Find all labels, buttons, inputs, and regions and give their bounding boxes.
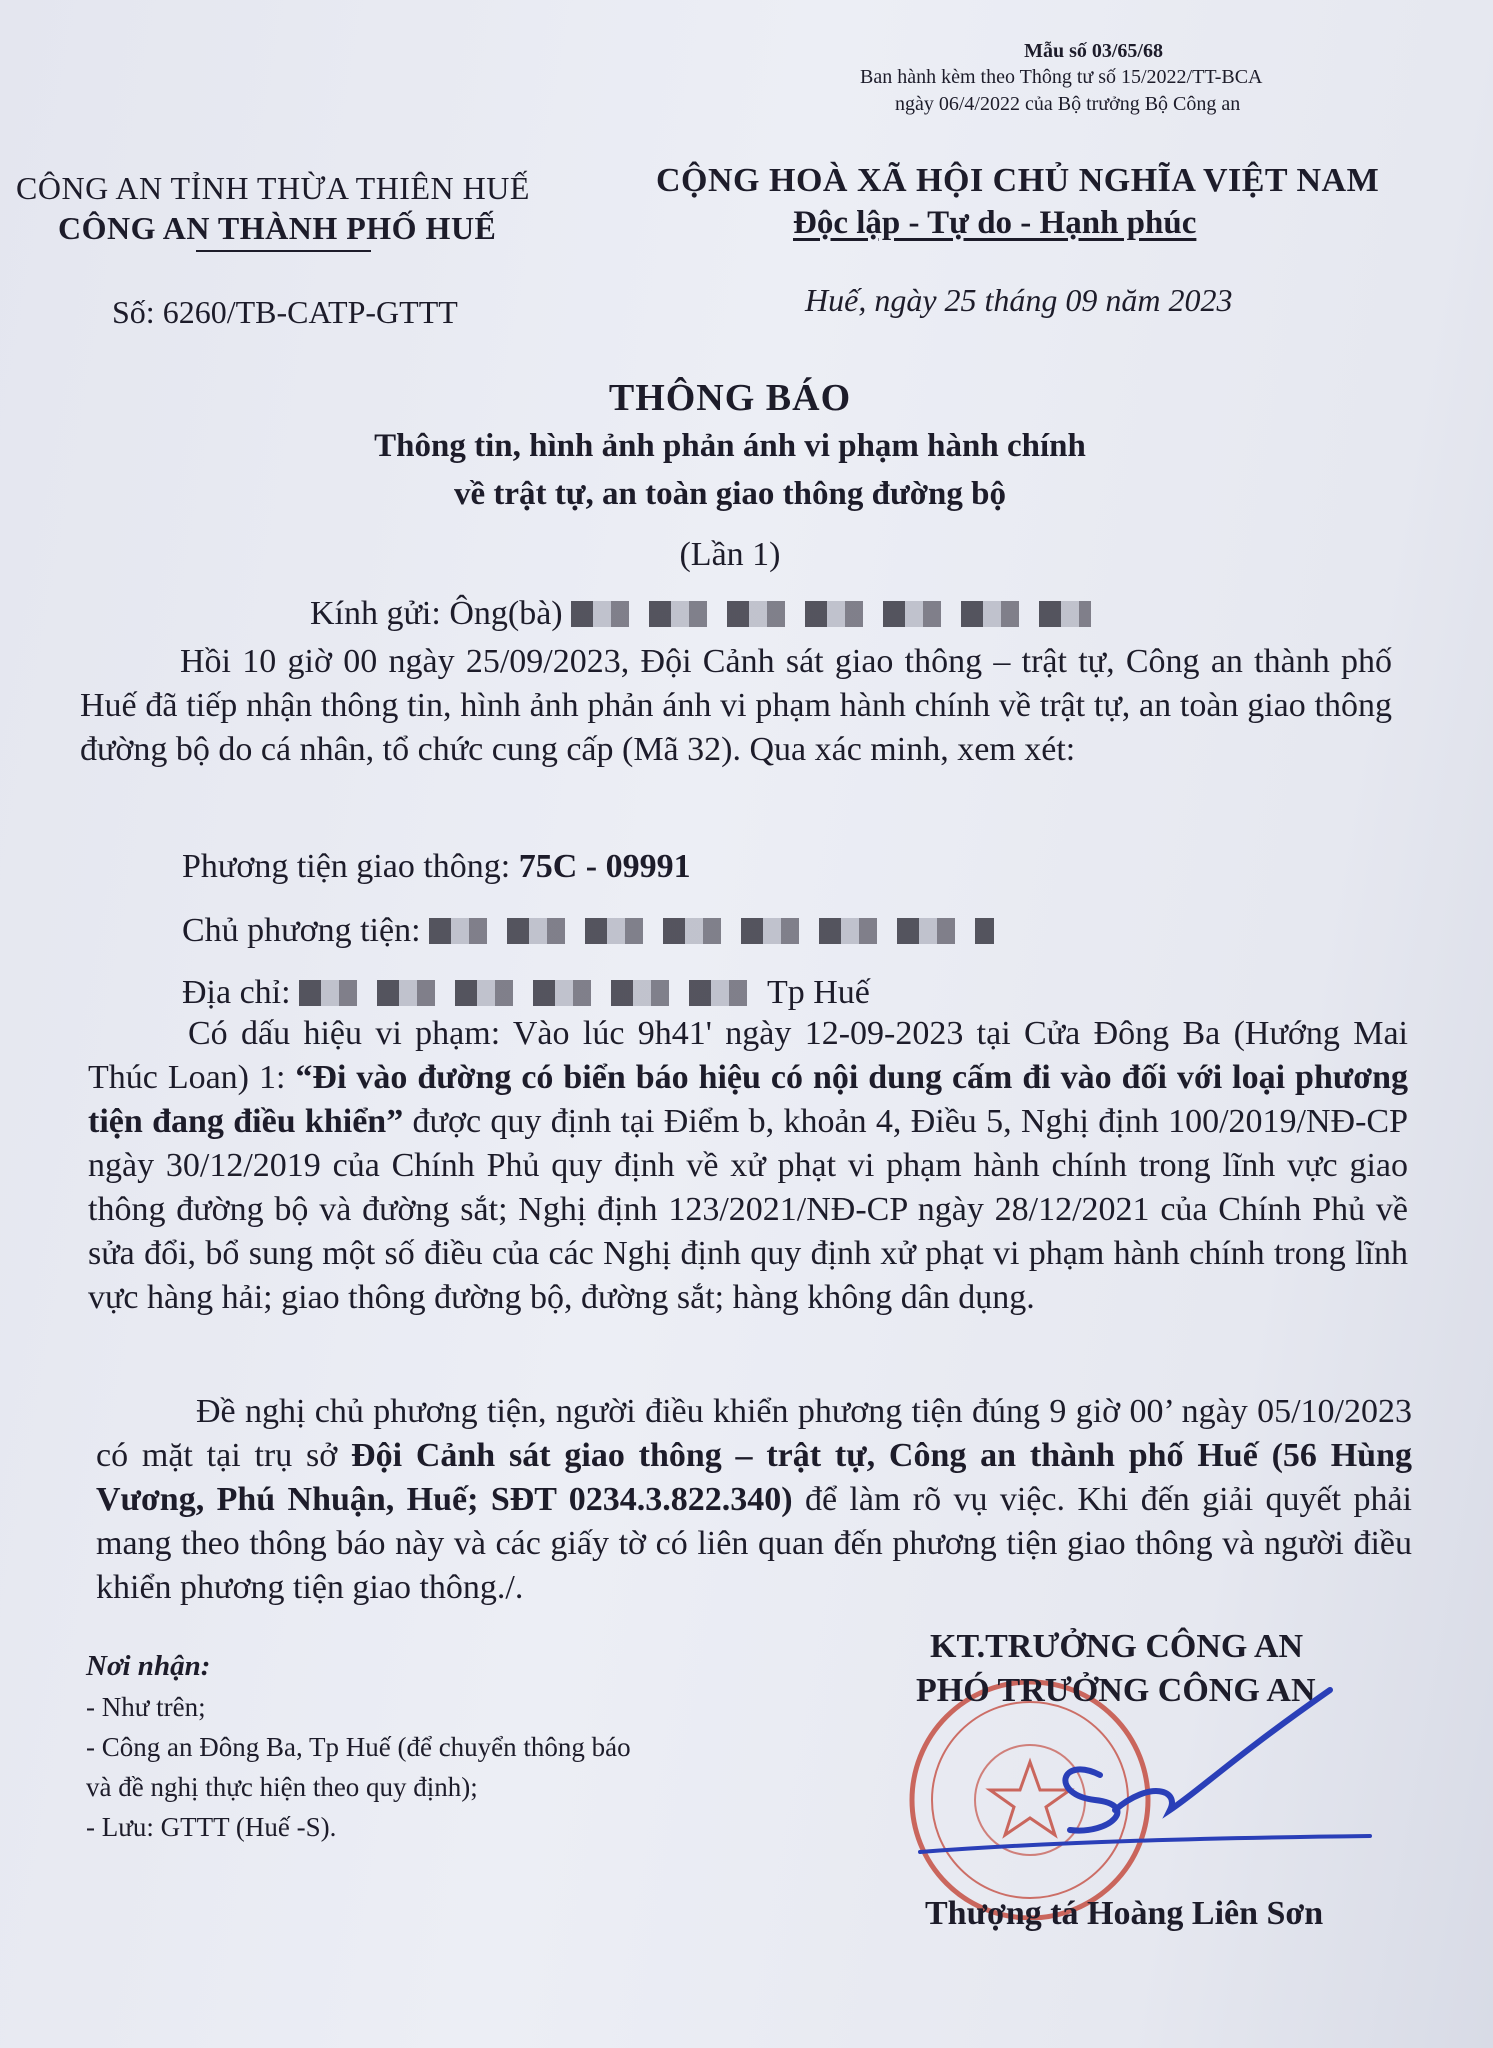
request-paragraph — [96, 1390, 1412, 1610]
org-name — [58, 210, 496, 247]
owner-label: Chủ phương tiện: — [182, 912, 430, 949]
receiver-item: - Công an Đông Ba, Tp Huế (để chuyển thông báo — [86, 1732, 631, 1762]
address-tail: Tp Huế — [766, 974, 870, 1011]
receiver-item: và đề nghị thực hiện theo quy định); — [86, 1772, 478, 1802]
document-subtitle-line1: Thông tin, hình ảnh phản ánh vi phạm hành chính — [374, 428, 1086, 464]
recipient-line — [310, 595, 1091, 633]
request-office: Đội Cảnh sát giao thông – trật tự, Công an thành phố Huế (56 Hùng Vương, Phú Nhuận, Huế; SĐT 0234.3.822.340) — [96, 1437, 1412, 1518]
handwritten-signature — [900, 1660, 1380, 1860]
violation-prefix: Có dấu hiệu vi phạm: Vào lúc 9h41' ngày 12-09-2023 tại Cửa Đông Ba (Hướng Mai Thúc Loan) 1: — [88, 1015, 1408, 1096]
national-motto: Độc lập - Tự do - Hạnh phúc — [793, 205, 1197, 241]
signer-name: Thượng tá Hoàng Liên Sơn — [925, 1895, 1324, 1932]
signature-title-line1: KT.TRƯỞNG CÔNG AN — [930, 1628, 1304, 1665]
form-basis: Ban hành kèm theo Thông tư số 15/2022/TT-BCA — [860, 66, 1263, 88]
receiver-item: - Lưu: GTTT (Huế -S). — [86, 1812, 337, 1842]
form-date: ngày 06/4/2022 của Bộ trưởng Bộ Công an — [895, 93, 1241, 115]
redacted-address — [299, 980, 759, 1006]
org-name-underline — [196, 250, 371, 252]
recipient-label: Kính gửi: Ông(bà) — [310, 595, 563, 632]
org-name-text: CÔNG AN THÀNH PHỐ HUẾ — [58, 210, 497, 246]
request-suffix: để làm rõ vụ việc. Khi đến giải quyết phải mang theo thông báo này và các giấy tờ có liên quan đến phương tiện giao thông và người điều khiển phương tiện giao thông./. — [96, 1481, 1412, 1606]
document-subtitle-line2: về trật tự, an toàn giao thông đường bộ — [453, 476, 1006, 512]
violation-description: “Đi vào đường có biển báo hiệu có nội dung cấm đi vào đối với loại phương tiện đang điều khiển” — [88, 1059, 1408, 1140]
request-prefix: Đề nghị chủ phương tiện, người điều khiển phương tiện đúng 9 giờ 00’ ngày 05/10/2023 có mặt tại trụ sở — [96, 1393, 1412, 1474]
owner-line — [182, 912, 994, 950]
vehicle-line — [182, 848, 691, 886]
redacted-name — [571, 601, 1091, 627]
receivers-title: Nơi nhận: — [86, 1650, 211, 1682]
notice-count: (Lần 1) — [679, 536, 781, 573]
document-number: Số: 6260/TB-CATP-GTTT — [112, 294, 458, 330]
document-title: THÔNG BÁO — [608, 377, 852, 419]
address-label: Địa chỉ: — [182, 974, 300, 1011]
signature-title-line2: PHÓ TRƯỞNG CÔNG AN — [916, 1672, 1316, 1709]
redacted-owner — [429, 918, 994, 944]
form-number: Mẫu số 03/65/68 — [1024, 40, 1163, 62]
violation-legal-basis: được quy định tại Điểm b, khoản 4, Điều 5, Nghị định 100/2019/NĐ-CP ngày 30/12/2019 của Chính Phủ quy định về xử phạt vi phạm hành chính trong lĩnh vực giao thông đường bộ và đường sắt; Nghị định 123/2021/NĐ-CP ngày 28/12/2021 của Chính Phủ về sửa đổi, bổ sung một số điều của các Nghị định quy định xử phạt vi phạm hành chính trong lĩnh vực hàng hải; giao thông đường bộ, đường sắt; hàng không dân dụng. — [88, 1103, 1408, 1316]
vehicle-plate: 75C - 09991 — [518, 848, 691, 885]
violation-paragraph — [88, 1012, 1408, 1320]
country-name: CỘNG HOÀ XÃ HỘI CHỦ NGHĨA VIỆT NAM — [656, 162, 1380, 199]
address-line — [182, 974, 870, 1012]
receiver-item: - Như trên; — [86, 1692, 206, 1722]
vehicle-label: Phương tiện giao thông: — [182, 848, 519, 885]
org-parent: CÔNG AN TỈNH THỪA THIÊN HUẾ — [16, 170, 530, 206]
intro-paragraph: Hồi 10 giờ 00 ngày 25/09/2023, Đội Cảnh sát giao thông – trật tự, Công an thành phố Huế đã tiếp nhận thông tin, hình ảnh phản ánh vi phạm hành chính về trật tự, an toàn giao thông đường bộ do cá nhân, tổ chức cung cấp (Mã 32). Qua xác minh, xem xét: — [80, 643, 1392, 768]
place-date: Huế, ngày 25 tháng 09 năm 2023 — [805, 282, 1233, 318]
